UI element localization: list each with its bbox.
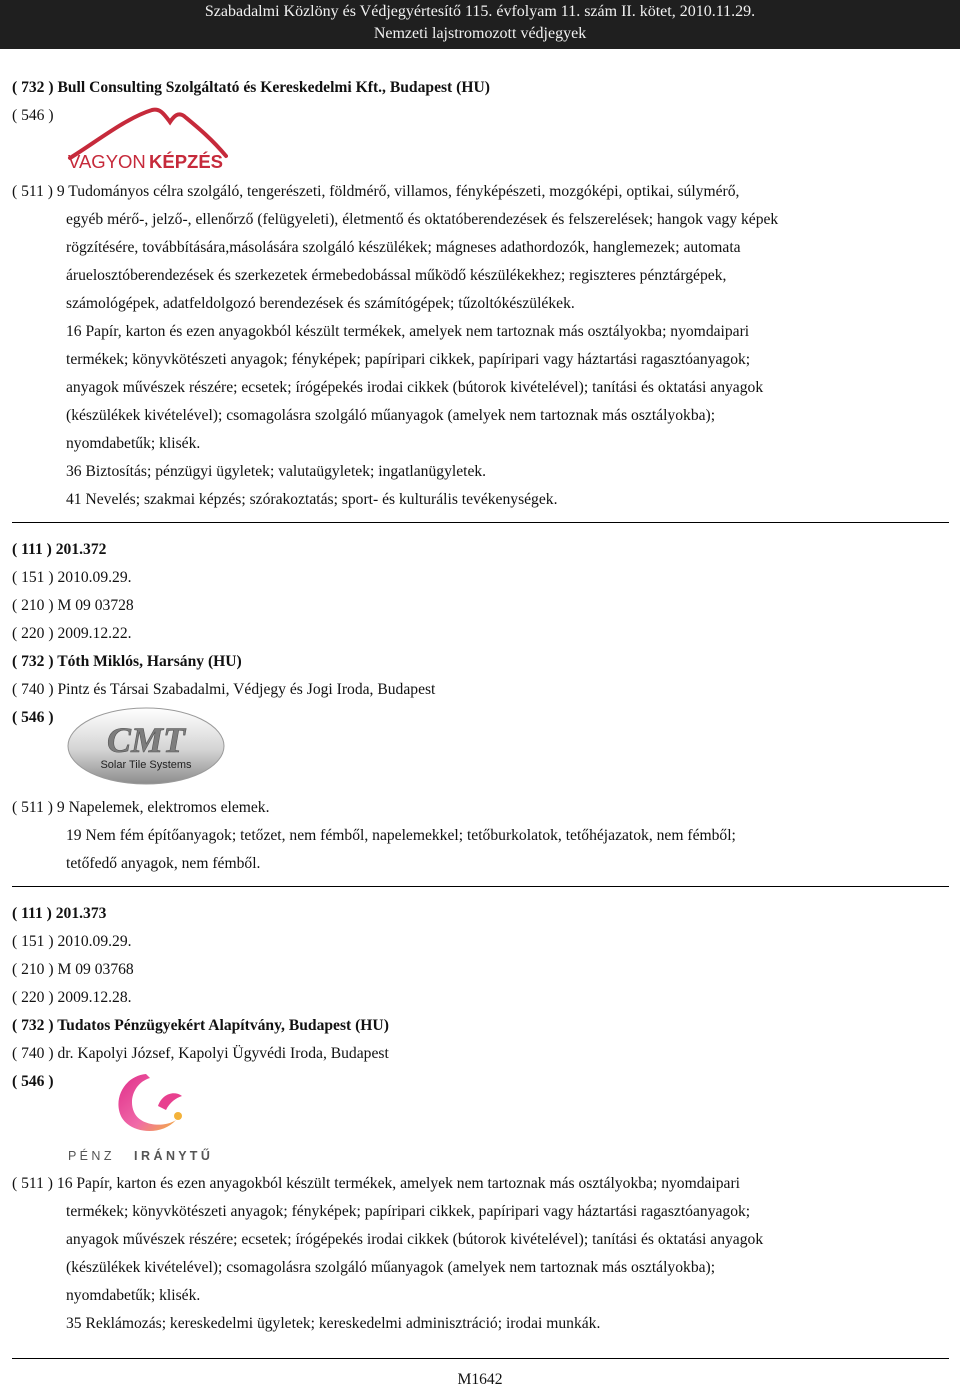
entry3-class-line: 35 Reklámozás; kereskedelmi ügyletek; kereskedelmi adminisztráció; irodai munkák. [66, 1315, 601, 1332]
entry3-app-no: ( 210 ) M 09 03768 [12, 961, 134, 978]
entry2-reg-no: ( 111 ) 201.372 [12, 541, 107, 558]
entry1-class-line: áruelosztóberendezések és szerkezetek érmebedobással működő készülékekhez; regiszteres pénztárgépek, [66, 267, 727, 284]
entry3-holder: ( 732 ) Tudatos Pénzügyekért Alapítvány, Budapest (HU) [12, 1017, 389, 1034]
entry3-class-line: anyagok művészek részére; ecsetek; írógépekés irodai cikkek (bútorok kivételével); tanítási és oktatási anyagok [66, 1231, 764, 1248]
entry3-class-line: (készülékek kivételével); csomagolásra szolgáló műanyagok (amelyek nem tartoznak más osztályokba); [66, 1259, 716, 1276]
entry-divider [12, 886, 949, 887]
cmt-solar-logo [66, 706, 226, 786]
journal-title: Szabadalmi Közlöny és Védjegyértesítő 115. évfolyam 11. szám II. kötet, 2010.11.29. [204, 3, 756, 20]
page-number: M1642 [457, 1371, 503, 1388]
entry2-holder: ( 732 ) Tóth Miklós, Harsány (HU) [12, 653, 242, 670]
entry1-class-line: ( 511 ) 9 Tudományos célra szolgáló, tengerészeti, földmérő, villamos, fényképészeti, mozgóképi, optikai, súlymérő, [12, 183, 740, 200]
entry2-agent: ( 740 ) Pintz és Társai Szabadalmi, Védjegy és Jogi Iroda, Budapest [12, 681, 436, 698]
penziranytu-logo [66, 1066, 236, 1166]
entry3-reg-no: ( 111 ) 201.373 [12, 905, 107, 922]
entry3-class-line: ( 511 ) 16 Papír, karton és ezen anyagokból készült termékek, amelyek nem tartoznak más osztályokba; nyomdaipari [12, 1175, 741, 1192]
page-header [0, 0, 960, 49]
logo-monogram: CMT [106, 720, 186, 760]
logo-word-kepzes: KÉPZÉS [149, 151, 224, 172]
entry1-class-line: nyomdabetűk; klisék. [66, 435, 201, 452]
logo-tagline: Solar Tile Systems [100, 759, 192, 771]
entry1-mark-code: ( 546 ) [12, 107, 54, 124]
entry3-class-line: nyomdabetűk; klisék. [66, 1287, 201, 1304]
entry1-class-line: 41 Nevelés; szakmai képzés; szórakoztatás; sport- és kulturális tevékenységek. [66, 491, 558, 508]
logo-word-vagyon: VAGYON [68, 151, 146, 172]
entry-divider [12, 522, 949, 523]
entry1-class-line: (készülékek kivételével); csomagolásra szolgáló műanyagok (amelyek nem tartoznak más osztályokba); [66, 407, 716, 424]
entry2-mark-code: ( 546 ) [12, 709, 54, 726]
entry1-holder: ( 732 ) Bull Consulting Szolgáltató és Kereskedelmi Kft., Budapest (HU) [12, 79, 490, 96]
entry3-mark-code: ( 546 ) [12, 1073, 54, 1090]
vagyonkepzes-logo [66, 100, 228, 172]
entry3-class-line: termékek; könyvkötészeti anyagok; fényképek; papíripari cikkek, papíripari vagy háztartási ragasztóanyagok; [66, 1203, 751, 1220]
logo-word-iranytu: I R Á N Y T Ű [134, 1149, 210, 1163]
entry1-class-line: 16 Papír, karton és ezen anyagokból készült termékek, amelyek nem tartoznak más osztályokba; nyomdaipari [66, 323, 750, 340]
entry1-class-line: termékek; könyvkötészeti anyagok; fényképek; papíripari cikkek, papíripari vagy háztartási ragasztóanyagok; [66, 351, 751, 368]
entry3-agent: ( 740 ) dr. Kapolyi József, Kapolyi Ügyvédi Iroda, Budapest [12, 1045, 389, 1062]
page-bottom-rule [12, 1358, 949, 1359]
entry2-app-no: ( 210 ) M 09 03728 [12, 597, 134, 614]
entry3-date-151: ( 151 ) 2010.09.29. [12, 933, 132, 950]
entry1-class-line: egyéb mérő-, jelző-, ellenőrző (felügyeleti), életmentő és oktatóberendezések és felszerelések; hangok vagy képek [66, 211, 779, 228]
entry3-date-220: ( 220 ) 2009.12.28. [12, 989, 132, 1006]
entry2-class-line: ( 511 ) 9 Napelemek, elektromos elemek. [12, 799, 270, 816]
entry2-date-151: ( 151 ) 2010.09.29. [12, 569, 132, 586]
entry2-class-line: 19 Nem fém építőanyagok; tetőzet, nem fémből, napelemekkel; tetőburkolatok, tetőhéjazatok, nem fémből; [66, 827, 736, 844]
entry2-class-line: tetőfedő anyagok, nem fémből. [66, 855, 261, 872]
entry1-class-line: anyagok művészek részére; ecsetek; írógépekés irodai cikkek (bútorok kivételével); tanítási és oktatási anyagok [66, 379, 764, 396]
entry1-class-line: számológépek, adatfeldolgozó berendezések és számítógépek; tűzoltókészülékek. [66, 295, 575, 312]
entry1-class-line: rögzítésére, továbbítására,másolására szolgáló készülékek; mágneses adathordozók, hanglemezek; automata [66, 239, 741, 256]
entry2-date-220: ( 220 ) 2009.12.22. [12, 625, 132, 642]
logo-word-penz: P É N Z [68, 1149, 112, 1163]
section-title: Nemzeti lajstromozott védjegyek [373, 25, 587, 42]
entry1-class-line: 36 Biztosítás; pénzügyi ügyletek; valutaügyletek; ingatlanügyletek. [66, 463, 487, 480]
